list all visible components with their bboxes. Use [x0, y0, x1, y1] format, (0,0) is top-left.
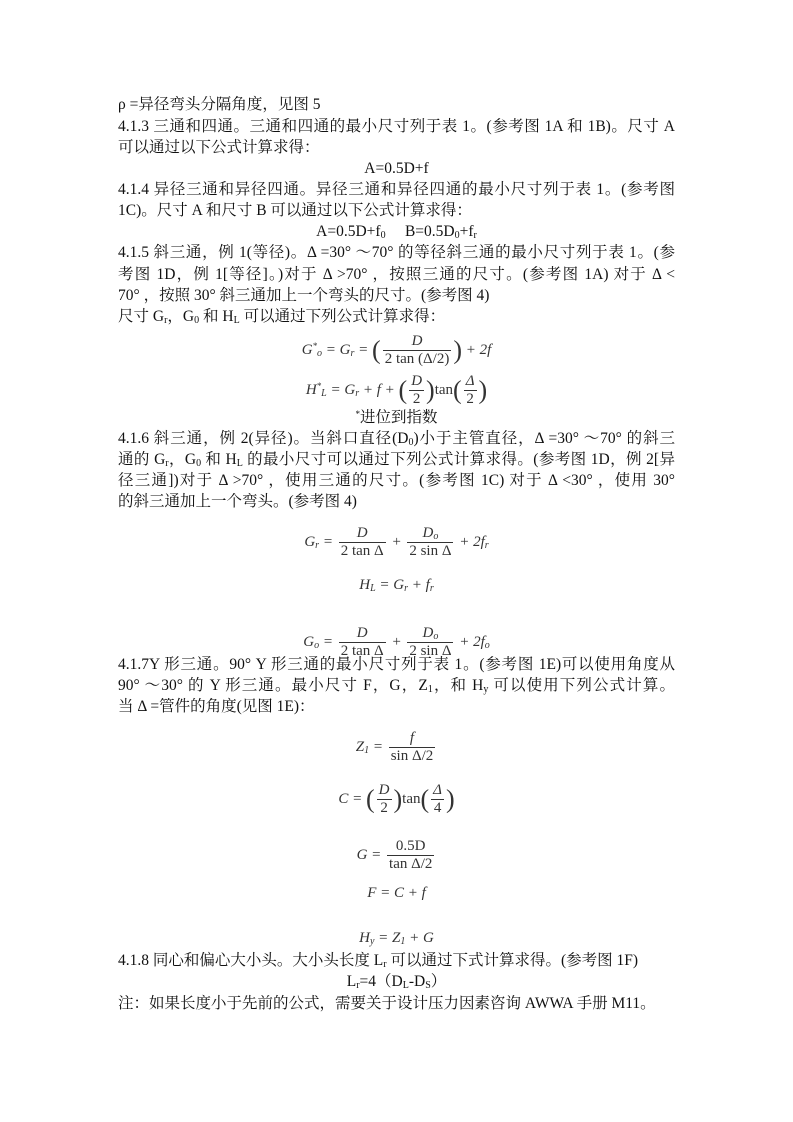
subscript: S	[425, 980, 431, 991]
text: 4.1.8 同心和偏心大小头。大小头长度 L	[118, 952, 384, 969]
subscript: o	[433, 531, 439, 542]
formula-text: tan	[434, 381, 454, 398]
subscript: 0	[380, 230, 386, 241]
formula-z1: $Z_1$ = $\frac{f}{\text{sin Δ/2}}$	[355, 730, 434, 764]
denominator: sin Δ/2	[390, 748, 434, 764]
subscript: 1	[364, 744, 370, 756]
text: )小于主管直径，Δ =30° ～70° 的斜三	[413, 430, 675, 447]
denominator: 2 tan (Δ/2)	[384, 351, 450, 367]
formula-hl	[0, 575, 793, 595]
formula-text: C =	[338, 790, 366, 807]
formula-hl: $H^*_L = G_r + f$ + ( $\frac{D}{2}$ )tan( $\frac{\Delta}{2}$ )	[305, 373, 488, 407]
subscript: L	[233, 315, 240, 326]
fraction	[339, 525, 386, 560]
text-line: ρ =异径弯头分隔角度，见图 5	[118, 96, 321, 113]
subscript: 1	[400, 936, 406, 947]
superscript: *	[316, 380, 322, 391]
section-4-1-6-line	[118, 428, 675, 449]
formula-text: H	[359, 930, 370, 946]
formula-lr	[0, 971, 793, 992]
subscript: r	[355, 387, 360, 399]
subscript: L	[321, 387, 327, 399]
note: 注：如果长度小于先前的公式，需要关于设计压力因素咨询 AWWA 手册 M11。	[118, 995, 656, 1012]
section-4-1-5-line: 70° ，按照 30° 斜三通加上一个弯头的尺寸。(参考图 4)	[118, 287, 490, 304]
formula-text: B=0.5D	[404, 223, 455, 240]
subscript: r	[404, 583, 409, 594]
formula-text: A=0.5D+f	[316, 223, 381, 240]
formula-text: -D	[408, 973, 426, 990]
formula-text: G	[304, 533, 316, 550]
section-4-1-5-line: 考图 1D，例 1[等径]。)对于 Δ >70° ，按照三通的尺寸。(参考图 1A) 对于 Δ <	[118, 266, 675, 283]
section-4-1-7-line	[118, 675, 675, 696]
numerator: f	[389, 730, 436, 748]
numerator	[407, 625, 453, 643]
section-4-1-7-line: 4.1.7Y 形三通。90° Y 形三通的最小尺寸列于表 1。(参考图 1E)可以使用角度从	[118, 656, 675, 673]
text: 可以通过下式计算求得。(参考图 1F)	[386, 952, 639, 969]
formula-text: H	[305, 381, 317, 398]
section-4-1-8-line	[118, 950, 675, 971]
formula-text: = G	[326, 381, 356, 398]
text: ，G	[168, 451, 197, 468]
subscript: r	[315, 539, 320, 551]
subscript: L	[402, 980, 409, 991]
text: 的最小尺寸可以通过下列公式计算求得。(参考图 1D，例 2[异	[242, 451, 675, 468]
numerator: Δ	[465, 373, 475, 389]
numerator: D	[383, 333, 452, 351]
footnote	[0, 407, 793, 428]
subscript: o	[433, 631, 439, 642]
denominator: 2 sin Δ	[409, 543, 452, 559]
subscript: 0	[454, 230, 460, 241]
numerator: 0.5D	[387, 838, 434, 856]
formula-g	[0, 838, 793, 873]
numerator: D	[411, 373, 423, 389]
subscript: o	[314, 639, 320, 651]
formula-text: = Z	[374, 930, 401, 946]
section-4-1-3-line: 可以通过以下公式计算求得：	[118, 139, 320, 156]
subscript: r	[484, 539, 489, 551]
subscript: 0	[408, 437, 414, 448]
denominator: 2 sin Δ	[409, 643, 452, 659]
formula-c: C = ( $\frac{D}{2}$ )tan( $\frac{\Delta}{4}$ )	[338, 782, 455, 816]
formula-text: + G	[405, 930, 434, 946]
text: 4.1.6 斜三通，例 2(异径)。当斜口直径(D	[118, 430, 409, 447]
denominator: 2	[412, 391, 421, 407]
subscript: L	[370, 583, 376, 594]
formula-text: + 2f	[455, 633, 485, 650]
subscript: 0	[194, 315, 200, 326]
formula-gr: $G_r$ = $\frac{D}{\text{2 tan Δ}}$ + $\frac{D_o}{\text{2 sin Δ}}$ + $2f_r$	[304, 525, 489, 559]
numerator: Δ	[433, 782, 442, 798]
formula-text: +f	[459, 223, 474, 240]
section-4-1-4-line: 1C)。尺寸 A 和尺寸 B 可以通过以下公式计算求得：	[118, 202, 472, 219]
subscript: y	[483, 684, 489, 695]
subscript: 0	[196, 458, 202, 469]
formula-text: G	[303, 633, 315, 650]
subscript: r	[473, 230, 477, 241]
formula-go: $G^*_o = G_r$ = ( $\frac{D}{2 \tan (\Delta/2)}$ ) + 2f	[301, 333, 492, 367]
fraction	[377, 782, 392, 817]
formula-text: + 2f	[455, 533, 485, 550]
formula-text: G	[301, 341, 313, 358]
fraction	[407, 525, 453, 560]
formula-text: = G	[375, 577, 405, 593]
formula-text: G =	[356, 846, 386, 863]
formula-a	[316, 223, 385, 240]
text: 可以使用下列公式计算。	[488, 677, 675, 694]
formula-text: H	[359, 577, 371, 593]
text: 和 H	[199, 308, 234, 325]
footnote-mark: *	[355, 409, 360, 419]
subscript: r	[165, 458, 169, 469]
fraction	[431, 782, 444, 817]
fraction	[464, 373, 477, 408]
formula-go: $G_o$ = $\frac{D}{\text{2 tan Δ}}$ + $\frac{D_o}{\text{2 sin Δ}}$ + $2f_o$	[303, 625, 490, 659]
fraction	[383, 333, 452, 368]
subscript: r	[164, 315, 168, 326]
footnote-text: 进位到指数	[359, 409, 438, 426]
denominator: tan Δ/2	[389, 856, 433, 872]
section-4-1-3-line: 4.1.3 三通和四通。三通和四通的最小尺寸列于表 1。(参考图 1A 和 1B)。尺寸 A	[118, 118, 675, 135]
section-4-1-5-line	[118, 306, 675, 327]
formula-f: F = C + f	[367, 885, 426, 901]
denominator: 2 tan Δ	[340, 543, 384, 559]
subscript: o	[317, 347, 323, 359]
numerator: D	[378, 782, 390, 798]
formula-text: =4（D	[359, 973, 403, 990]
fraction	[409, 373, 424, 408]
fraction	[389, 730, 436, 765]
section-4-1-5-line: 4.1.5 斜三通，例 1(等径)。Δ =30° ～70° 的等径斜三通的最小尺寸列于表 1。(参	[118, 244, 675, 261]
text: 90° ～30° 的 Y 形三通。最小尺寸 F，G，Z	[118, 677, 428, 694]
section-4-1-6-line: 的斜三通加上一个弯头。(参考图 4)	[118, 493, 357, 510]
formula-a: A=0.5D+f	[364, 160, 429, 177]
formula-text: Z	[355, 738, 365, 755]
text: 通的 G	[118, 451, 166, 468]
section-4-1-6-line	[118, 449, 675, 470]
denominator: 2 tan Δ	[340, 643, 384, 659]
text: 可以通过下列公式计算求得：	[239, 308, 446, 325]
text: 尺寸 G	[118, 308, 165, 325]
formula-text: + 2f	[462, 341, 492, 358]
subscript: 1	[427, 684, 433, 695]
subscript: L	[236, 458, 243, 469]
section-4-1-7-line: 当 Δ =管件的角度(见图 1E)：	[118, 698, 315, 715]
subscript: r	[350, 347, 355, 359]
formula-hy	[0, 928, 793, 948]
subscript: r	[356, 980, 360, 991]
formula-text: ）	[430, 973, 447, 990]
text: ，G	[167, 308, 195, 325]
formula-text: D	[422, 625, 434, 641]
subscript: o	[484, 639, 490, 651]
formula-a-b	[0, 221, 793, 242]
subscript: y	[369, 936, 375, 947]
formula-text: D	[422, 525, 434, 541]
subscript: r	[383, 959, 387, 970]
formula-b	[405, 223, 477, 240]
text: ，和 H	[432, 677, 484, 694]
subscript: r	[429, 583, 434, 594]
section-4-1-6-line: 径三通])对于 Δ >70° ，使用三通的尺寸。(参考图 1C) 对于 Δ <30° ，使用 30°	[118, 472, 675, 489]
numerator	[407, 525, 453, 543]
text: 和 H	[201, 451, 237, 468]
denominator: 2	[466, 391, 474, 407]
formula-text: + f +	[359, 381, 399, 398]
superscript: *	[312, 340, 318, 351]
formula-text: tan	[402, 790, 421, 807]
numerator: D	[339, 625, 386, 643]
formula-text: L	[346, 973, 357, 990]
fraction	[387, 838, 434, 873]
denominator: 2	[380, 800, 388, 816]
formula-text: = G	[322, 341, 351, 358]
formula-text: + f	[408, 577, 430, 593]
numerator: D	[339, 525, 386, 543]
section-4-1-4-line: 4.1.4 异径三通和异径四通。异径三通和异径四通的最小尺寸列于表 1。(参考图	[118, 181, 675, 198]
denominator: 4	[433, 800, 442, 816]
